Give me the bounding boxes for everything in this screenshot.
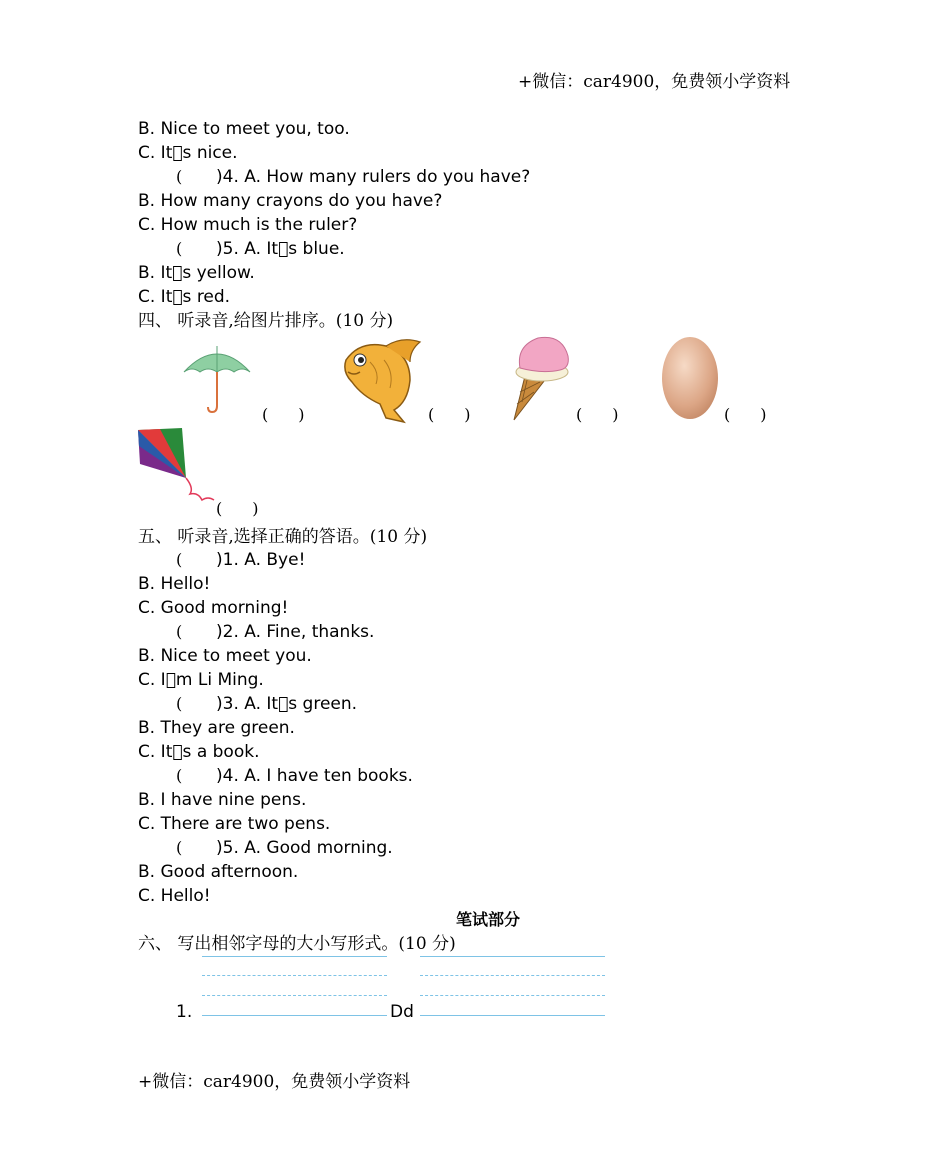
s5-q2-option-b: B. Nice to meet you. bbox=[138, 646, 312, 666]
watermark-top: +微信：car4900，免费领小学资料 bbox=[518, 72, 791, 92]
q5-option-c: C. It s red. bbox=[138, 287, 231, 307]
q3-option-c: C. It s nice. bbox=[138, 143, 238, 163]
s5-q5-option-b: B. Good afternoon. bbox=[138, 862, 299, 882]
s5-q4-option-c: C. There are two pens. bbox=[138, 814, 331, 834]
umbrella-icon bbox=[182, 342, 252, 414]
q4-option-a: )4. A. How many rulers do you have? bbox=[216, 167, 531, 187]
given-letter: Dd bbox=[390, 1002, 414, 1022]
s5-q2-option-a: )2. A. Fine, thanks. bbox=[216, 622, 375, 642]
q5-option-b: B. It s yellow. bbox=[138, 263, 255, 283]
s5-q2-option-c: C. I m Li Ming. bbox=[138, 670, 264, 690]
s5-q1-option-a: )1. A. Bye! bbox=[216, 550, 306, 570]
answer-blank[interactable]: ( bbox=[176, 622, 183, 641]
s5-q1-option-c: C. Good morning! bbox=[138, 598, 289, 618]
s5-q3-option-a: )3. A. It s green. bbox=[216, 694, 358, 714]
answer-blank[interactable]: ( ) bbox=[576, 405, 619, 424]
answer-blank[interactable]: ( ) bbox=[428, 405, 471, 424]
s5-q3-option-c: C. It s a book. bbox=[138, 742, 260, 762]
s5-q4-option-a: )4. A. I have ten books. bbox=[216, 766, 413, 786]
section5-title: 五、 听录音,选择正确的答语。(10 分) bbox=[138, 527, 428, 547]
section4-title: 四、 听录音,给图片排序。(10 分) bbox=[138, 311, 394, 331]
s5-q3-option-b: B. They are green. bbox=[138, 718, 295, 738]
ice-cream-icon bbox=[508, 332, 578, 424]
written-part-title: 笔试部分 bbox=[456, 910, 521, 929]
s5-q5-option-c: C. Hello! bbox=[138, 886, 211, 906]
s5-q4-option-b: B. I have nine pens. bbox=[138, 790, 307, 810]
answer-blank[interactable]: ( bbox=[176, 550, 183, 569]
section6-title: 六、 写出相邻字母的大小写形式。(10 分) bbox=[138, 934, 456, 954]
q4-option-b: B. How many crayons do you have? bbox=[138, 191, 443, 211]
answer-blank[interactable]: ( bbox=[176, 239, 183, 258]
answer-blank[interactable]: ( ) bbox=[262, 405, 305, 424]
s5-q5-option-a: )5. A. Good morning. bbox=[216, 838, 393, 858]
answer-blank[interactable]: ( bbox=[176, 766, 183, 785]
kite-icon bbox=[136, 426, 216, 502]
answer-blank[interactable]: ( bbox=[176, 167, 183, 186]
watermark-bottom: +微信：car4900，免费领小学资料 bbox=[138, 1072, 411, 1092]
answer-blank[interactable]: ( ) bbox=[724, 405, 767, 424]
s5-q1-option-b: B. Hello! bbox=[138, 574, 211, 594]
q4-option-c: C. How much is the ruler? bbox=[138, 215, 358, 235]
q3-option-b: B. Nice to meet you, too. bbox=[138, 119, 350, 139]
item-number: 1. bbox=[176, 1002, 193, 1022]
answer-blank[interactable]: ( bbox=[176, 838, 183, 857]
q5-option-a: )5. A. It s blue. bbox=[216, 239, 345, 259]
answer-blank[interactable]: ( ) bbox=[216, 499, 259, 518]
fish-icon bbox=[340, 332, 426, 424]
answer-blank[interactable]: ( bbox=[176, 694, 183, 713]
egg-icon bbox=[660, 334, 720, 420]
